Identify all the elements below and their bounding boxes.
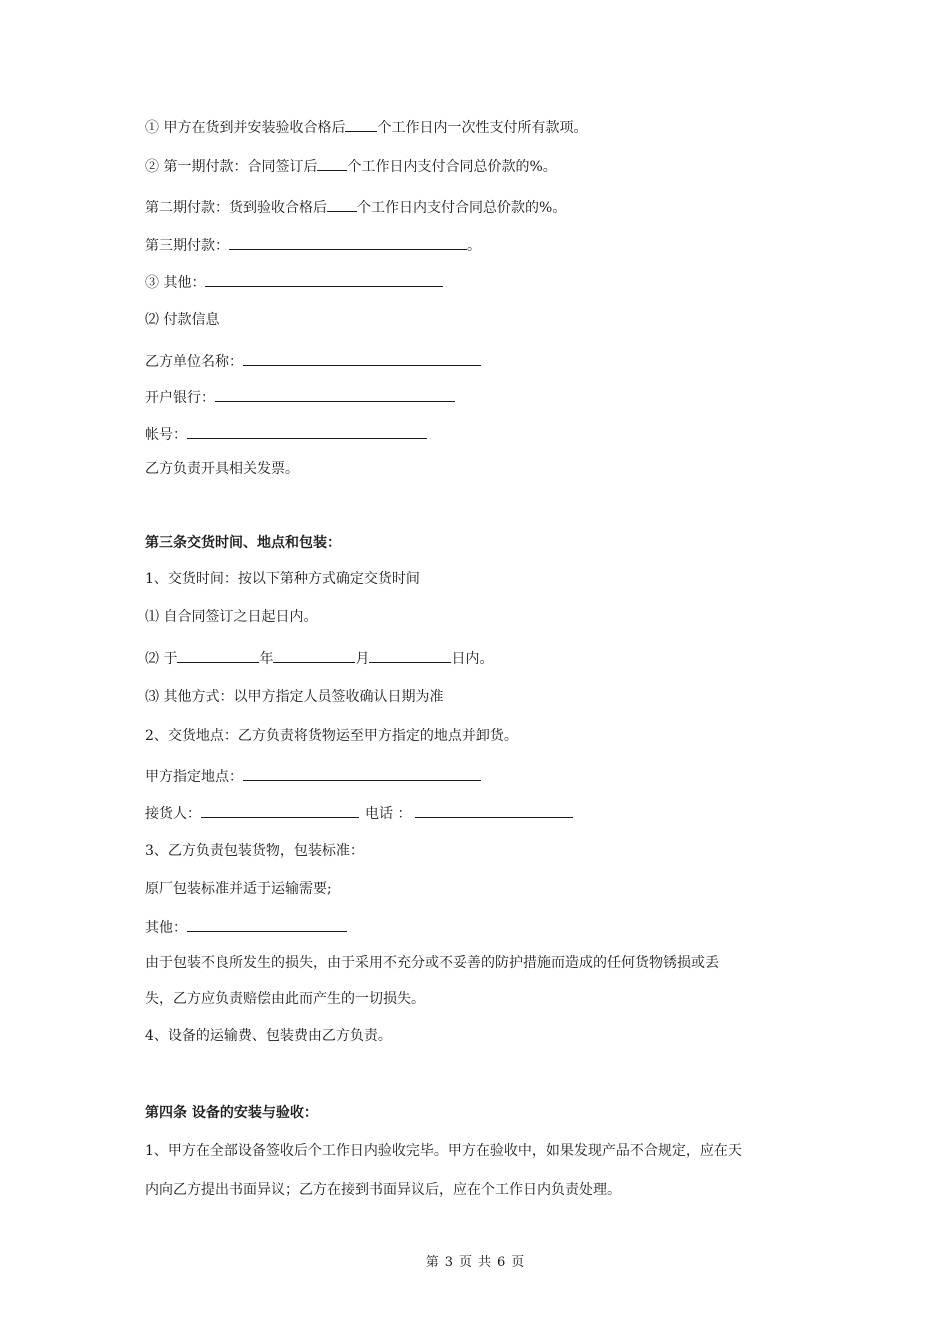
receiver-field: 接货人： 电话 ： xyxy=(145,802,573,824)
blank-line[interactable] xyxy=(345,116,377,132)
total-pages: 6 xyxy=(497,1255,506,1270)
blank-line[interactable] xyxy=(187,423,427,439)
page-footer: 第 3 页 共 6 页 xyxy=(425,1255,525,1270)
invoice-text: 乙方负责开具相关发票。 xyxy=(145,461,299,477)
location-field: 甲方指定地点： xyxy=(145,765,481,787)
delivery-option-1: ⑴ 自合同签订之日起日内。 xyxy=(145,609,318,625)
acceptance-text-2: 内向乙方提出书面异议；乙方在接到书面异议后，应在个工作日内负责处理。 xyxy=(145,1182,621,1198)
loss-text-1: 由于包装不良所发生的损失，由于采用不充分或不妥善的防护措施而造成的任何货物锈损或丢 xyxy=(145,955,719,971)
delivery-option-2: ⑵ 于 年 月 日内。 xyxy=(145,647,493,669)
packaging-item: 3、乙方负责包装货物，包装标准： xyxy=(145,843,364,859)
page-number: 3 xyxy=(444,1255,453,1270)
blank-line[interactable] xyxy=(205,271,443,287)
delivery-option-3: ⑶ 其他方式：以甲方指定人员签收确认日期为准 xyxy=(145,689,444,705)
blank-line[interactable] xyxy=(327,196,357,212)
delivery-time-item: 1、交货时间：按以下第种方式确定交货时间 xyxy=(145,571,420,587)
blank-line[interactable] xyxy=(243,350,481,366)
transport-cost-item: 4、设备的运输费、包装费由乙方负责。 xyxy=(145,1028,392,1044)
blank-line[interactable] xyxy=(243,765,481,781)
blank-line[interactable] xyxy=(415,802,573,818)
blank-line[interactable] xyxy=(215,386,455,402)
blank-line[interactable] xyxy=(177,647,259,663)
payment-info-heading: ⑵ 付款信息 xyxy=(145,312,220,328)
acceptance-text-1: 1、甲方在全部设备签收后个工作日内验收完毕。甲方在验收中，如果发现产品不合规定，应在天 xyxy=(145,1143,742,1159)
company-name-field: 乙方单位名称： xyxy=(145,350,481,372)
delivery-location-item: 2、交货地点：乙方负责将货物运至甲方指定的地点并卸货。 xyxy=(145,728,518,744)
payment-phase-3: 第三期付款： 。 xyxy=(145,234,481,256)
blank-line[interactable] xyxy=(317,155,347,171)
blank-line[interactable] xyxy=(201,802,359,818)
payment-other: ③ 其他： xyxy=(145,271,443,293)
payment-option-1: ① 甲方在货到并安装验收合格后 个工作日内一次性支付所有款项。 xyxy=(145,116,587,138)
article-4-heading: 第四条 设备的安装与验收： xyxy=(145,1105,318,1121)
loss-text-2: 失，乙方应负责赔偿由此而产生的一切损失。 xyxy=(145,991,425,1007)
payment-option-2: ② 第一期付款：合同签订后 个工作日内支付合同总价款的%。 xyxy=(145,155,557,177)
article-3-heading: 第三条交货时间、地点和包装： xyxy=(145,535,341,551)
blank-line[interactable] xyxy=(187,916,347,932)
blank-line[interactable] xyxy=(273,647,355,663)
packaging-standard: 原厂包装标准并适于运输需要; xyxy=(145,881,332,897)
account-field: 帐号： xyxy=(145,423,427,445)
bank-field: 开户银行： xyxy=(145,386,455,408)
packaging-other-field: 其他： xyxy=(145,916,347,938)
payment-phase-2: 第二期付款：货到验收合格后 个工作日内支付合同总价款的%。 xyxy=(145,196,566,218)
blank-line[interactable] xyxy=(229,234,467,250)
blank-line[interactable] xyxy=(369,647,451,663)
